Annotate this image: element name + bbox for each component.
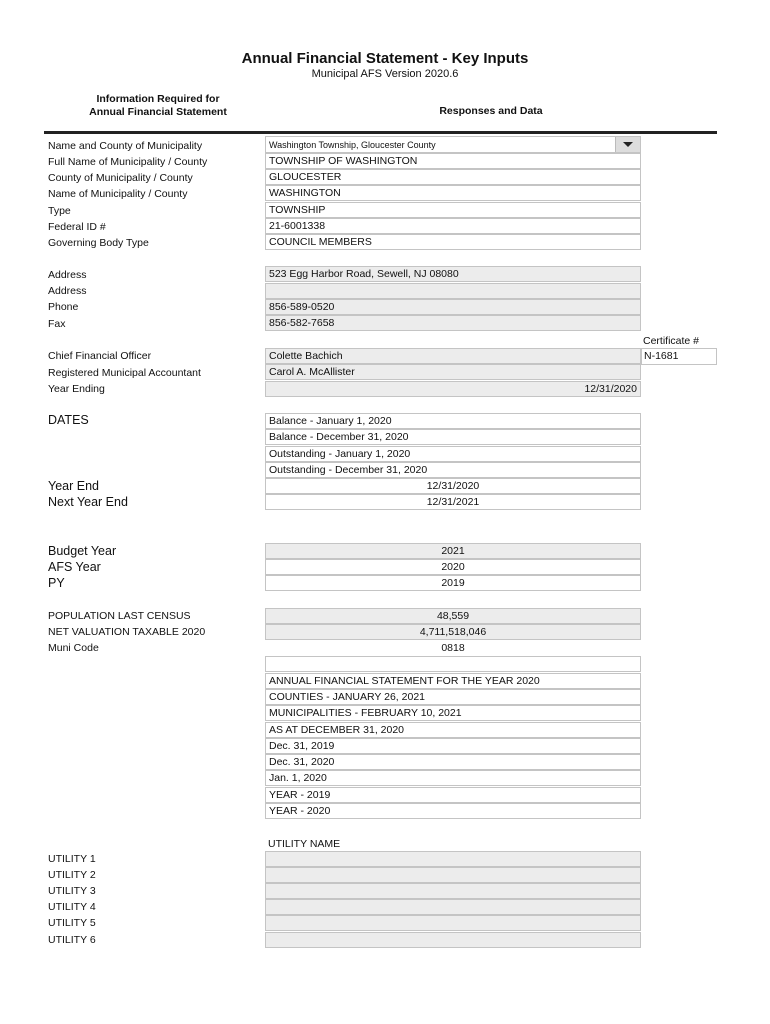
py-label: PY [48, 576, 65, 590]
page-title: Annual Financial Statement - Key Inputs [241, 50, 529, 67]
address-label: Address [48, 269, 87, 281]
address-field[interactable]: 523 Egg Harbor Road, Sewell, NJ 08080 [265, 266, 641, 282]
municipality-name-field[interactable]: WASHINGTON [265, 185, 641, 201]
utility-label: UTILITY 5 [48, 917, 96, 929]
fax-field[interactable]: 856-582-7658 [265, 315, 641, 331]
municipality-selector-label: Name and County of Municipality [48, 140, 203, 152]
phone-field[interactable]: 856-589-0520 [265, 299, 641, 315]
county-label: County of Municipality / County [48, 172, 193, 184]
column-header-required-line2: Annual Financial Statement [89, 106, 227, 118]
muni-code-label: Muni Code [48, 642, 99, 654]
statement-line[interactable]: Jan. 1, 2020 [265, 770, 641, 786]
utility-name-header: UTILITY NAME [268, 838, 341, 850]
federal-id-label: Federal ID # [48, 221, 106, 233]
federal-id-field[interactable]: 21-6001338 [265, 218, 641, 234]
version-subtitle: Municipal AFS Version 2020.6 [311, 68, 459, 80]
py-field[interactable]: 2019 [265, 575, 641, 591]
cfo-label: Chief Financial Officer [48, 350, 152, 362]
valuation-field[interactable]: 4,711,518,046 [265, 624, 641, 640]
utility-label: UTILITY 6 [48, 934, 96, 946]
utility-label: UTILITY 2 [48, 869, 96, 881]
address2-label: Address [48, 285, 87, 297]
afs-year-label: AFS Year [48, 560, 101, 574]
statement-line[interactable]: YEAR - 2019 [265, 787, 641, 803]
rma-field[interactable]: Carol A. McAllister [265, 364, 641, 380]
utility-label: UTILITY 1 [48, 853, 96, 865]
full-name-label: Full Name of Municipality / County [48, 156, 208, 168]
utility-field[interactable] [265, 867, 641, 883]
fax-label: Fax [48, 318, 66, 330]
cfo-field[interactable]: Colette Bachich [265, 348, 641, 364]
population-field[interactable]: 48,559 [265, 608, 641, 624]
population-label: POPULATION LAST CENSUS [48, 610, 191, 622]
phone-label: Phone [48, 301, 79, 313]
year-end-label: Year End [48, 479, 99, 493]
governing-body-label: Governing Body Type [48, 237, 149, 249]
next-year-end-label: Next Year End [48, 495, 128, 509]
date-item[interactable]: Outstanding - January 1, 2020 [265, 446, 641, 462]
certificate-field[interactable]: N-1681 [641, 348, 717, 365]
utility-label: UTILITY 3 [48, 885, 96, 897]
utility-field[interactable] [265, 851, 641, 867]
county-field[interactable]: GLOUCESTER [265, 169, 641, 185]
column-header-required [48, 93, 268, 119]
column-header-responses: Responses and Data [439, 105, 543, 117]
valuation-label: NET VALUATION TAXABLE 2020 [48, 626, 206, 638]
utility-field[interactable] [265, 915, 641, 931]
statement-line[interactable]: ANNUAL FINANCIAL STATEMENT FOR THE YEAR 2020 [265, 673, 641, 689]
date-item[interactable]: Outstanding - December 31, 2020 [265, 462, 641, 478]
column-header-required-line1: Information Required for [96, 93, 220, 105]
statement-line[interactable] [265, 656, 641, 672]
dates-label: DATES [48, 413, 89, 427]
statement-line[interactable]: COUNTIES - JANUARY 26, 2021 [265, 689, 641, 705]
governing-body-field[interactable]: COUNCIL MEMBERS [265, 234, 641, 250]
utility-field[interactable] [265, 883, 641, 899]
municipality-name-label: Name of Municipality / County [48, 188, 188, 200]
utility-label: UTILITY 4 [48, 901, 96, 913]
year-ending-label: Year Ending [48, 383, 105, 395]
budget-year-field[interactable]: 2021 [265, 543, 641, 559]
afs-year-field[interactable]: 2020 [265, 559, 641, 575]
budget-year-label: Budget Year [48, 544, 117, 558]
year-ending-field[interactable]: 12/31/2020 [265, 381, 641, 397]
statement-line[interactable]: Dec. 31, 2020 [265, 754, 641, 770]
date-item[interactable]: Balance - January 1, 2020 [265, 413, 641, 429]
statement-line[interactable]: Dec. 31, 2019 [265, 738, 641, 754]
statement-line[interactable]: YEAR - 2020 [265, 803, 641, 819]
certificate-label: Certificate # [643, 335, 700, 347]
type-label: Type [48, 205, 71, 217]
municipality-dropdown[interactable] [265, 136, 641, 153]
header-divider [44, 131, 717, 134]
date-item[interactable]: Balance - December 31, 2020 [265, 429, 641, 445]
next-year-end-field[interactable]: 12/31/2021 [265, 494, 641, 510]
full-name-field[interactable]: TOWNSHIP OF WASHINGTON [265, 153, 641, 169]
rma-label: Registered Municipal Accountant [48, 367, 201, 379]
utility-field[interactable] [265, 899, 641, 915]
utility-field[interactable] [265, 932, 641, 948]
statement-line[interactable]: MUNICIPALITIES - FEBRUARY 10, 2021 [265, 705, 641, 721]
year-end-field[interactable]: 12/31/2020 [265, 478, 641, 494]
type-field[interactable]: TOWNSHIP [265, 202, 641, 218]
address2-field[interactable] [265, 283, 641, 299]
municipality-dropdown-value: Washington Township, Gloucester County [269, 140, 436, 150]
statement-line[interactable]: AS AT DECEMBER 31, 2020 [265, 722, 641, 738]
muni-code-field: 0818 [265, 640, 641, 656]
dropdown-arrow-icon[interactable] [615, 137, 640, 152]
